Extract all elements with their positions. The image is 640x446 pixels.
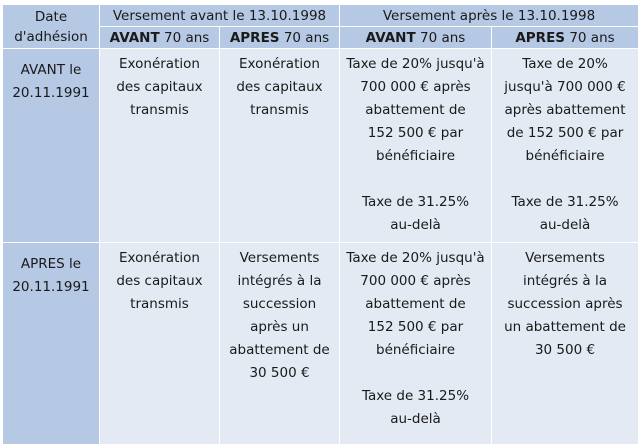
row-label-apres: APRES le 20.11.1991 [3, 243, 100, 445]
cell-r1-c3: Taxe de 20% jusqu'à 700 000 € après abattement de 152 500 € par bénéficiaire Taxe de 31.25% au-delà [340, 49, 492, 243]
cell-r2-c4: Versements intégrés à la succession après un abattement de 30 500 € [492, 243, 639, 445]
cell-r2-c1: Exonération des capitaux transmis [100, 243, 220, 445]
sub-header-3: AVANT 70 ans [340, 27, 492, 49]
row-label-avant: AVANT le 20.11.1991 [3, 49, 100, 243]
cell-r1-c2: Exonération des capitaux transmis [220, 49, 340, 243]
table-row [3, 49, 639, 243]
tax-table [2, 4, 639, 445]
sub-header-1: AVANT 70 ans [100, 27, 220, 49]
date-adhesion-header [3, 5, 100, 49]
sub-header-4: APRES 70 ans [492, 27, 639, 49]
adhesion-label: d'adhésion [14, 28, 88, 45]
cell-r2-c3: Taxe de 20% jusqu'à 700 000 € après abattement de 152 500 € par bénéficiaire Taxe de 31.25% au-delà [340, 243, 492, 445]
cell-r1-c1: Exonération des capitaux transmis [100, 49, 220, 243]
cell-r2-c2: Versements intégrés à la succession après un abattement de 30 500 € [220, 243, 340, 445]
group-before-header: Versement avant le 13.10.1998 [100, 5, 340, 27]
group-after-header: Versement après le 13.10.1998 [340, 5, 639, 27]
sub-header-2: APRES 70 ans [220, 27, 340, 49]
date-label: Date [34, 8, 68, 25]
cell-r1-c4: Taxe de 20% jusqu'à 700 000 € après abattement de 152 500 € par bénéficiaire Taxe de 31.25% au-delà [492, 49, 639, 243]
table-row [3, 243, 639, 445]
